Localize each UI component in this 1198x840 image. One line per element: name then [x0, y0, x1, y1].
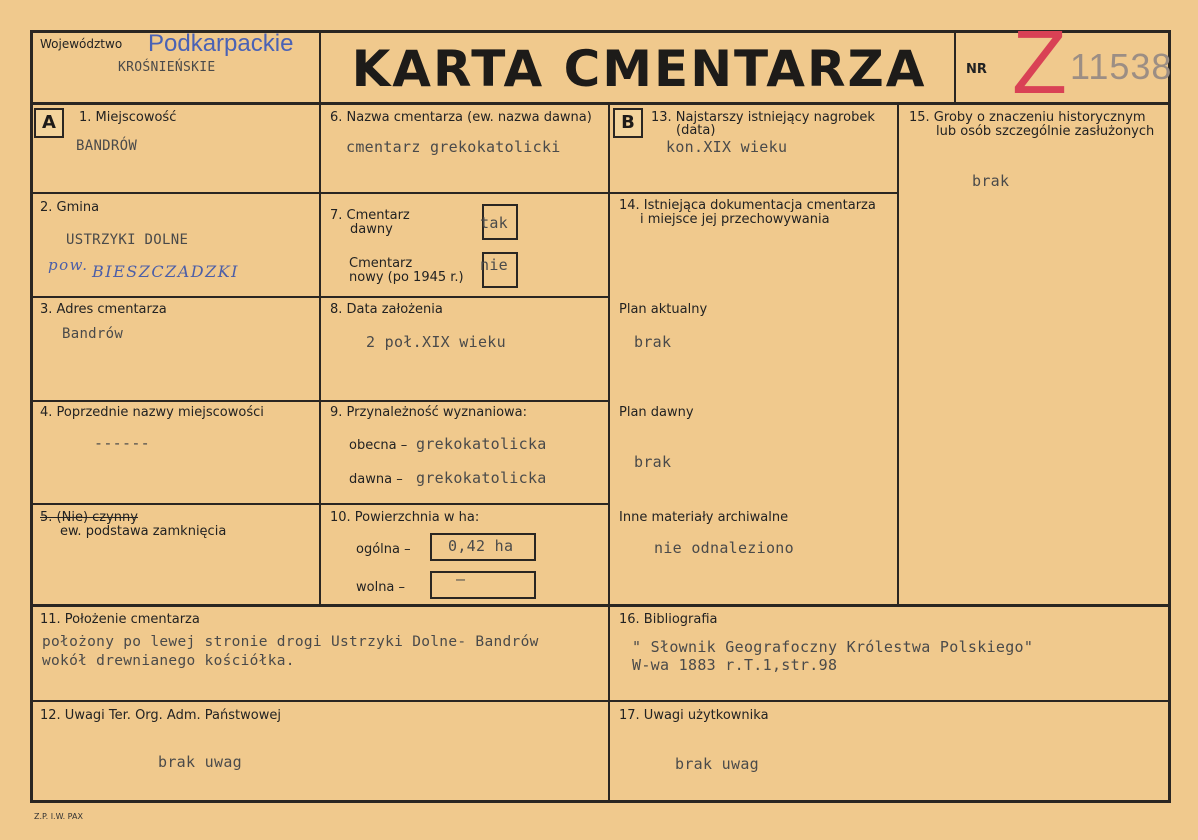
field-10-label: 10. Powierzchnia w ha:: [330, 510, 480, 525]
row-lower-1: [30, 604, 1170, 607]
wojewodztwo-label: Województwo: [40, 37, 123, 51]
field-1-label: 1. Miejscowość: [79, 110, 177, 125]
field-7b-label: Cmentarz: [349, 256, 413, 271]
field-9-obecna-value: grekokatolicka: [416, 435, 547, 453]
field-7a-label-2: dawny: [350, 222, 393, 237]
field-6-label: 6. Nazwa cmentarza (ew. nazwa dawna): [330, 110, 592, 125]
field-2-label: 2. Gmina: [40, 200, 100, 215]
field-11-line-2: wokół drewnianego kościółka.: [42, 653, 295, 669]
printer-footer: Z.P. I.W. PAX: [34, 812, 83, 821]
field-13-label-2: (data): [676, 123, 716, 138]
field-2-hand-value: BIESZCZADZKI: [92, 262, 239, 281]
field-3-value: Bandrów: [62, 326, 124, 342]
field-4-value: ------: [94, 434, 150, 452]
row-a3: [30, 400, 320, 402]
field-7a-value: tak: [480, 214, 508, 232]
field-5-label: 5. (Nie) czynny: [40, 510, 138, 525]
frame-bottom: [30, 800, 1171, 803]
nr-number: 11538: [1070, 46, 1173, 87]
plan-dawny-label: Plan dawny: [619, 405, 694, 420]
section-a-badge: A: [34, 108, 64, 138]
field-17-value: brak uwag: [675, 755, 759, 773]
field-3-label: 3. Adres cmentarza: [40, 302, 167, 317]
field-13-value: kon.XIX wieku: [666, 138, 788, 156]
field-10-wolna-value: –: [456, 570, 466, 588]
section-b-badge: B: [613, 108, 643, 138]
inne-materialy-value: nie odnaleziono: [654, 539, 794, 557]
field-7a-label: 7. Cmentarz: [330, 208, 410, 223]
row-lower-2: [30, 700, 1170, 702]
field-11-label: 11. Położenie cmentarza: [40, 612, 200, 627]
nr-letter-stamp: Z: [1012, 13, 1067, 113]
field-10-ogolna-value: 0,42 ha: [448, 537, 514, 555]
plan-aktualny-label: Plan aktualny: [619, 302, 708, 317]
row-b4: [320, 503, 610, 505]
field-9-obecna-label: obecna –: [349, 438, 408, 453]
field-15-label: 15. Groby o znaczeniu historycznym: [909, 110, 1146, 125]
field-9-dawna-label: dawna –: [349, 472, 403, 487]
field-13-label: 13. Najstarszy istniejący nagrobek: [651, 110, 875, 125]
field-9-dawna-value: grekokatolicka: [416, 469, 547, 487]
field-8-label: 8. Data założenia: [330, 302, 443, 317]
field-15-value: brak: [972, 172, 1010, 190]
field-10-ogolna-label: ogólna –: [356, 542, 411, 557]
field-17-label: 17. Uwagi użytkownika: [619, 708, 769, 723]
wojewodztwo-typed: KROŚNIEŃSKIE: [118, 60, 216, 75]
row-a2: [30, 296, 320, 298]
row-a1: [30, 192, 320, 194]
frame-left: [30, 30, 33, 802]
field-14-label-2: i miejsce jej przechowywania: [640, 212, 830, 227]
field-12-value: brak uwag: [158, 753, 242, 771]
col-sep-3: [897, 104, 899, 606]
field-7b-label-2: nowy (po 1945 r.): [349, 270, 464, 285]
field-9-label: 9. Przynależność wyznaniowa:: [330, 405, 528, 420]
field-8-value: 2 poł.XIX wieku: [366, 333, 506, 351]
field-14-label: 14. Istniejąca dokumentacja cmentarza: [619, 198, 876, 213]
frame-right: [1168, 30, 1171, 802]
page-title: KARTA CMENTARZA: [351, 40, 927, 98]
row-a4: [30, 503, 320, 505]
plan-aktualny-value: brak: [634, 333, 672, 351]
field-6-value: cmentarz grekokatolicki: [346, 138, 561, 156]
col-sep-1: [319, 104, 321, 606]
field-15-label-2: lub osób szczególnie zasłużonych: [936, 124, 1155, 139]
field-10-wolna-label: wolna –: [356, 580, 406, 595]
wojewodztwo-stamp: Podkarpackie: [148, 30, 294, 57]
field-12-label: 12. Uwagi Ter. Org. Adm. Państwowej: [40, 708, 281, 723]
field-1-value: BANDRÓW: [76, 138, 138, 154]
field-5-label-2: ew. podstawa zamknięcia: [60, 524, 227, 539]
plan-dawny-value: brak: [634, 453, 672, 471]
field-7b-value: nie: [480, 256, 508, 274]
field-2-value: USTRZYKI DOLNE: [66, 232, 189, 248]
field-4-label: 4. Poprzednie nazwy miejscowości: [40, 405, 264, 420]
field-2-hand-prefix: pow.: [48, 256, 89, 274]
col-sep-2: [608, 104, 610, 802]
row-b3: [320, 400, 610, 402]
header-sep-1: [319, 30, 321, 104]
field-16-line-2: W-wa 1883 r.T.1,str.98: [632, 656, 838, 674]
field-11-line-1: położony po lewej stronie drogi Ustrzyki Dolne- Bandrów: [42, 634, 539, 650]
header-divider: [30, 102, 1170, 105]
nr-label: NR: [966, 62, 987, 77]
row-b1: [320, 192, 610, 194]
row-b2: [320, 296, 610, 298]
row-c1: [609, 192, 899, 194]
field-16-label: 16. Bibliografia: [619, 612, 718, 627]
field-16-line-1: " Słownik Geograf​oczny Królestwa Polskiego": [632, 638, 1034, 656]
inne-materialy-label: Inne materiały archiwalne: [619, 510, 789, 525]
field-10-wolna-box: [430, 571, 536, 599]
